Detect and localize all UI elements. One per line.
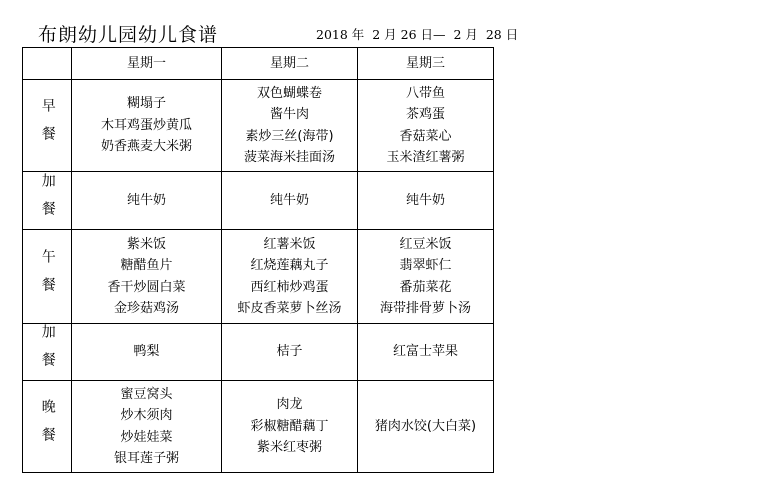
menu-cell: [358, 172, 494, 230]
dish-item: 木耳鸡蛋炒黄瓜: [100, 117, 192, 133]
dish-item: 金珍菇鸡汤: [113, 301, 179, 316]
dish-item: 菠菜海米挂面汤: [243, 150, 335, 165]
meal-row: [23, 230, 494, 324]
menu-cell: [222, 381, 358, 473]
meal-label-cell: [23, 172, 72, 230]
dish-item: 素炒三丝(海带): [245, 128, 334, 144]
menu-cell: [72, 381, 222, 473]
menu-cell: [72, 324, 222, 381]
header-cell-corner: [23, 48, 72, 80]
dish-item: 纯牛奶: [405, 192, 445, 208]
menu-cell: [358, 230, 494, 324]
dish-item: 双色蝴蝶卷: [256, 85, 322, 101]
menu-cell: [222, 324, 358, 381]
meal-row: [23, 80, 494, 172]
dish-item: 香菇菜心: [399, 128, 452, 144]
dish-item: 糊塌子: [126, 96, 166, 112]
meal-label: 早餐: [39, 97, 56, 154]
meal-label-cell: [23, 230, 72, 324]
menu-title: 布朗幼儿园幼儿食谱: [38, 24, 219, 46]
dish-item: 番茄菜花: [399, 279, 452, 295]
dish-item: 炒娃娃菜: [120, 429, 173, 445]
dish-item: 纯牛奶: [269, 192, 309, 208]
dish-item: 八带鱼: [405, 85, 445, 101]
dish-item: 紫米红枣粥: [256, 440, 322, 456]
menu-table: [22, 47, 494, 473]
menu-cell: [72, 230, 222, 324]
dish-item: 香干炒圆白菜: [107, 279, 186, 295]
meal-row: [23, 324, 494, 381]
dish-item: 茶鸡蛋: [405, 107, 445, 122]
dish-item: 酱牛肉: [269, 107, 309, 122]
meal-label: 晚餐: [39, 398, 56, 455]
dish-item: 紫米饭: [126, 236, 166, 252]
dish-item: 红富士苹果: [392, 344, 458, 360]
menu-cell: [358, 80, 494, 172]
menu-cell: [222, 172, 358, 230]
header-cell-monday: 星期一: [72, 48, 222, 80]
meal-label: 加餐: [39, 324, 56, 380]
dish-item: 糖醋鱼片: [120, 258, 173, 273]
meal-row: [23, 381, 494, 473]
dish-item: 纯牛奶: [126, 192, 166, 208]
header-cell-tuesday: 星期二: [222, 48, 358, 80]
dish-item: 奶香燕麦大米粥: [100, 139, 192, 155]
meal-label-cell: [23, 80, 72, 172]
meal-label: 加餐: [39, 172, 56, 229]
header-row: [23, 48, 494, 80]
dish-item: 翡翠虾仁: [399, 258, 452, 273]
meal-label-cell: [23, 381, 72, 473]
dish-item: 彩椒糖醋藕丁: [250, 418, 329, 434]
dish-item: 鸭梨: [133, 344, 160, 360]
dish-item: 桔子: [276, 344, 303, 360]
dish-item: 红薯米饭: [263, 236, 316, 252]
dish-item: 海带排骨萝卜汤: [379, 301, 471, 316]
dish-item: 银耳莲子粥: [113, 451, 179, 466]
dish-item: 肉龙: [276, 397, 303, 413]
menu-cell: [222, 230, 358, 324]
menu-cell: [358, 381, 494, 473]
header-cell-wednesday: 星期三: [358, 48, 494, 80]
dish-item: 红烧莲藕丸子: [250, 258, 329, 273]
menu-cell: [222, 80, 358, 172]
dish-item: 西红柿炒鸡蛋: [250, 279, 329, 295]
meal-row: [23, 172, 494, 230]
meal-label: 午餐: [39, 248, 56, 305]
dish-item: 虾皮香菜萝卜丝汤: [237, 301, 342, 316]
date-range: 2018 年 2 月 26 日— 2 月 28 日: [316, 27, 519, 42]
menu-cell: [358, 324, 494, 381]
menu-cell: [72, 80, 222, 172]
dish-item: 炒木须肉: [120, 408, 173, 423]
dish-item: 红豆米饭: [399, 236, 452, 252]
dish-item: 猪肉水饺(大白菜): [374, 418, 477, 434]
meal-label-cell: [23, 324, 72, 381]
menu-cell: [72, 172, 222, 230]
dish-item: 蜜豆窝头: [120, 386, 173, 402]
dish-item: 玉米渣红薯粥: [386, 150, 465, 165]
